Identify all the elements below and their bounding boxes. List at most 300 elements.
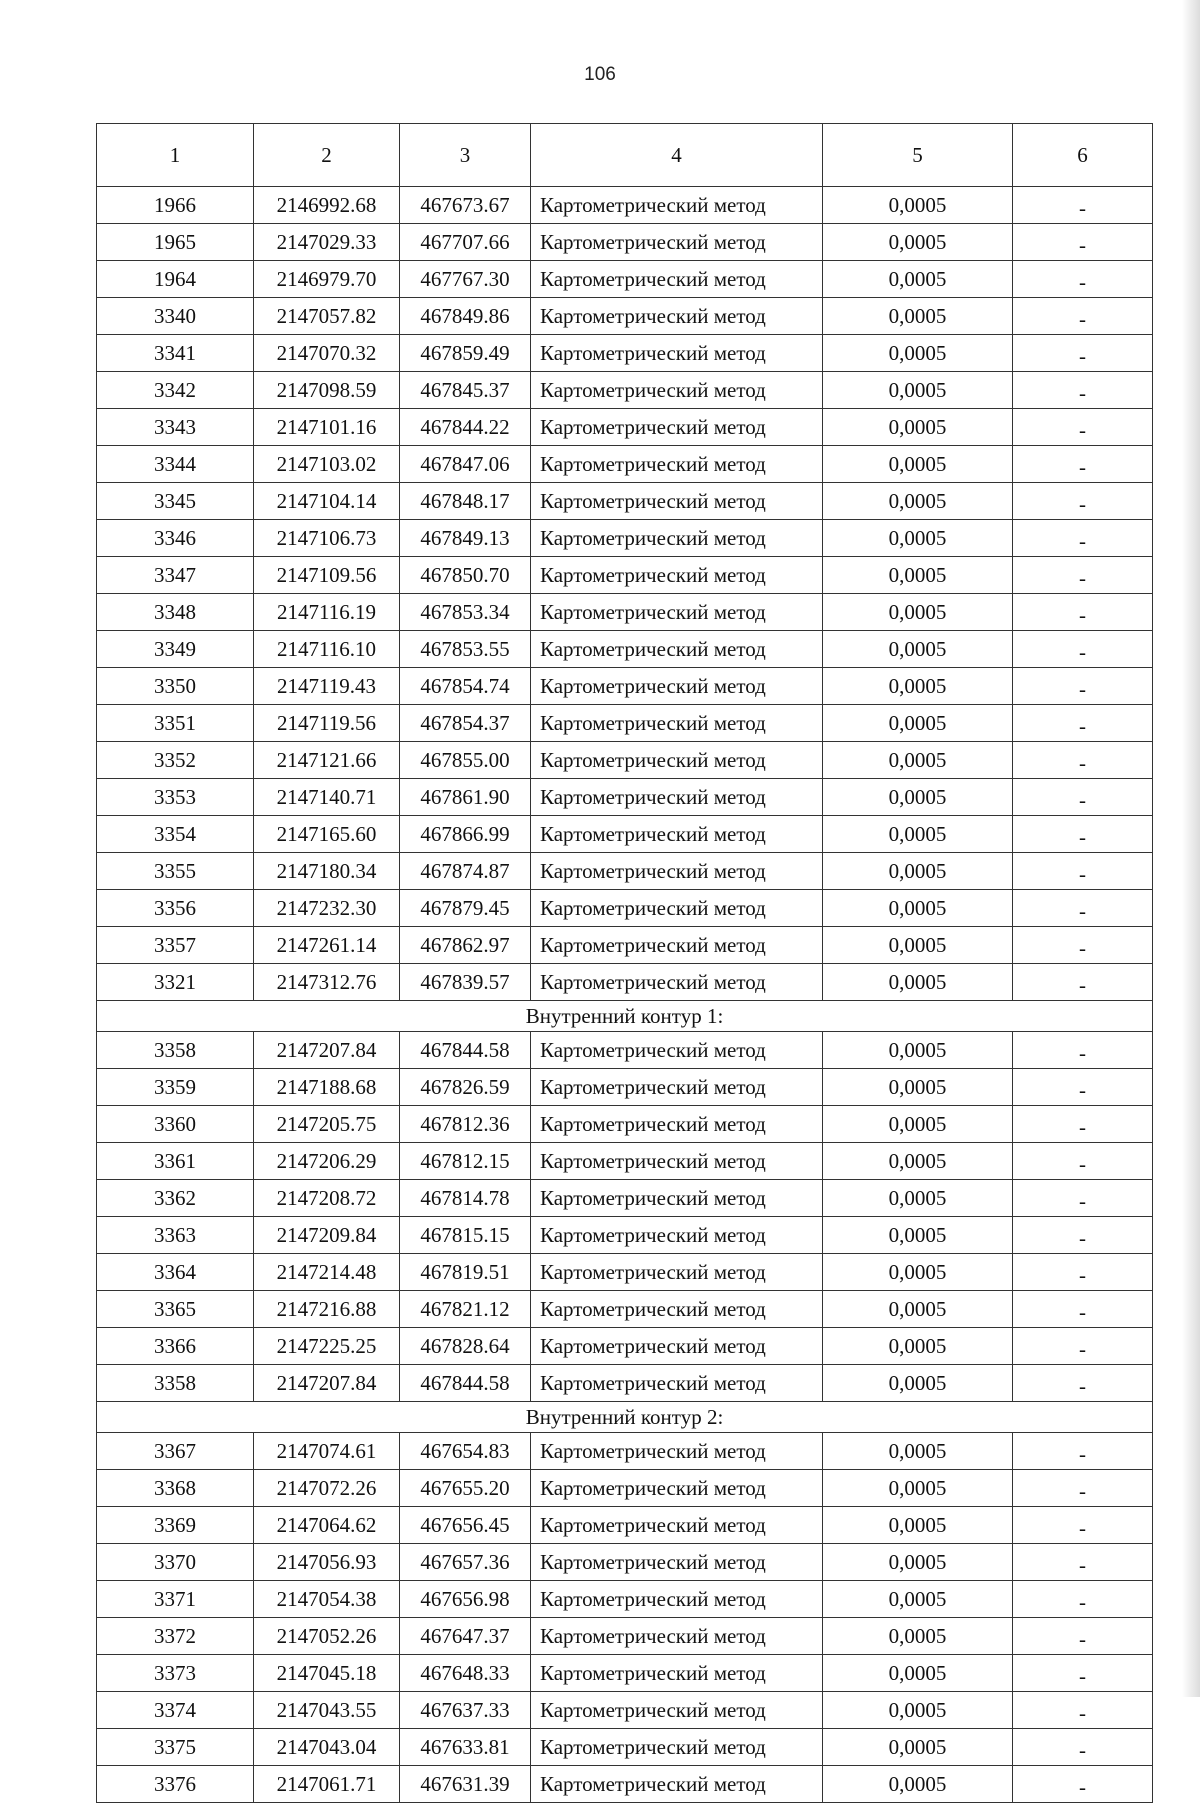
x-coordinate-cell: 2147054.38	[254, 1581, 400, 1618]
y-coordinate-cell: 467637.33	[400, 1692, 531, 1729]
y-coordinate-cell: 467853.34	[400, 594, 531, 631]
extra-cell: -	[1013, 520, 1153, 557]
method-cell: Картометрический метод	[531, 1470, 823, 1507]
table-row	[97, 335, 1153, 372]
x-coordinate-cell: 2146992.68	[254, 187, 400, 224]
y-coordinate-cell: 467631.39	[400, 1766, 531, 1803]
header-col-3: 3	[400, 124, 531, 187]
x-coordinate-cell: 2147119.56	[254, 705, 400, 742]
y-coordinate-cell: 467657.36	[400, 1544, 531, 1581]
x-coordinate-cell: 2147261.14	[254, 927, 400, 964]
extra-cell: -	[1013, 1365, 1153, 1402]
header-col-2: 2	[254, 124, 400, 187]
method-cell: Картометрический метод	[531, 409, 823, 446]
accuracy-cell: 0,0005	[823, 1655, 1013, 1692]
accuracy-cell: 0,0005	[823, 1180, 1013, 1217]
x-coordinate-cell: 2147043.55	[254, 1692, 400, 1729]
coordinates-table	[96, 123, 1153, 1803]
table-row	[97, 631, 1153, 668]
extra-cell: -	[1013, 1655, 1153, 1692]
table-row	[97, 1365, 1153, 1402]
point-number-cell: 3346	[97, 520, 254, 557]
x-coordinate-cell: 2147232.30	[254, 890, 400, 927]
table-row	[97, 1180, 1153, 1217]
accuracy-cell: 0,0005	[823, 705, 1013, 742]
x-coordinate-cell: 2147061.71	[254, 1766, 400, 1803]
method-cell: Картометрический метод	[531, 964, 823, 1001]
method-cell: Картометрический метод	[531, 1180, 823, 1217]
x-coordinate-cell: 2147119.43	[254, 668, 400, 705]
method-cell: Картометрический метод	[531, 1507, 823, 1544]
accuracy-cell: 0,0005	[823, 1766, 1013, 1803]
extra-cell: -	[1013, 705, 1153, 742]
accuracy-cell: 0,0005	[823, 1143, 1013, 1180]
table-row	[97, 964, 1153, 1001]
point-number-cell: 3359	[97, 1069, 254, 1106]
table-row	[97, 890, 1153, 927]
y-coordinate-cell: 467850.70	[400, 557, 531, 594]
method-cell: Картометрический метод	[531, 1581, 823, 1618]
y-coordinate-cell: 467847.06	[400, 446, 531, 483]
table-row	[97, 224, 1153, 261]
header-row	[97, 124, 1153, 187]
extra-cell: -	[1013, 927, 1153, 964]
y-coordinate-cell: 467844.58	[400, 1032, 531, 1069]
method-cell: Картометрический метод	[531, 594, 823, 631]
point-number-cell: 3368	[97, 1470, 254, 1507]
x-coordinate-cell: 2147074.61	[254, 1433, 400, 1470]
table-row	[97, 1143, 1153, 1180]
extra-cell: -	[1013, 1766, 1153, 1803]
x-coordinate-cell: 2147098.59	[254, 372, 400, 409]
x-coordinate-cell: 2147188.68	[254, 1069, 400, 1106]
method-cell: Картометрический метод	[531, 1433, 823, 1470]
x-coordinate-cell: 2147064.62	[254, 1507, 400, 1544]
extra-cell: -	[1013, 816, 1153, 853]
x-coordinate-cell: 2147029.33	[254, 224, 400, 261]
point-number-cell: 3361	[97, 1143, 254, 1180]
table-row	[97, 853, 1153, 890]
point-number-cell: 3356	[97, 890, 254, 927]
point-number-cell: 3350	[97, 668, 254, 705]
accuracy-cell: 0,0005	[823, 483, 1013, 520]
table-row	[97, 372, 1153, 409]
x-coordinate-cell: 2147116.10	[254, 631, 400, 668]
accuracy-cell: 0,0005	[823, 224, 1013, 261]
x-coordinate-cell: 2147207.84	[254, 1032, 400, 1069]
extra-cell: -	[1013, 890, 1153, 927]
accuracy-cell: 0,0005	[823, 520, 1013, 557]
table-row	[97, 816, 1153, 853]
y-coordinate-cell: 467874.87	[400, 853, 531, 890]
method-cell: Картометрический метод	[531, 1655, 823, 1692]
extra-cell: -	[1013, 446, 1153, 483]
x-coordinate-cell: 2147103.02	[254, 446, 400, 483]
y-coordinate-cell: 467866.99	[400, 816, 531, 853]
extra-cell: -	[1013, 261, 1153, 298]
section-title-row	[97, 1402, 1153, 1433]
accuracy-cell: 0,0005	[823, 1692, 1013, 1729]
method-cell: Картометрический метод	[531, 224, 823, 261]
point-number-cell: 3353	[97, 779, 254, 816]
point-number-cell: 3341	[97, 335, 254, 372]
extra-cell: -	[1013, 964, 1153, 1001]
x-coordinate-cell: 2147165.60	[254, 816, 400, 853]
point-number-cell: 3358	[97, 1032, 254, 1069]
x-coordinate-cell: 2147070.32	[254, 335, 400, 372]
accuracy-cell: 0,0005	[823, 779, 1013, 816]
y-coordinate-cell: 467814.78	[400, 1180, 531, 1217]
accuracy-cell: 0,0005	[823, 335, 1013, 372]
point-number-cell: 3349	[97, 631, 254, 668]
accuracy-cell: 0,0005	[823, 557, 1013, 594]
extra-cell: -	[1013, 594, 1153, 631]
point-number-cell: 3366	[97, 1328, 254, 1365]
point-number-cell: 3321	[97, 964, 254, 1001]
extra-cell: -	[1013, 1032, 1153, 1069]
table-row	[97, 520, 1153, 557]
header-col-6: 6	[1013, 124, 1153, 187]
y-coordinate-cell: 467854.37	[400, 705, 531, 742]
method-cell: Картометрический метод	[531, 927, 823, 964]
method-cell: Картометрический метод	[531, 335, 823, 372]
y-coordinate-cell: 467654.83	[400, 1433, 531, 1470]
section-title: Внутренний контур 1:	[97, 1001, 1153, 1032]
method-cell: Картометрический метод	[531, 1069, 823, 1106]
extra-cell: -	[1013, 1433, 1153, 1470]
y-coordinate-cell: 467648.33	[400, 1655, 531, 1692]
y-coordinate-cell: 467656.98	[400, 1581, 531, 1618]
method-cell: Картометрический метод	[531, 631, 823, 668]
accuracy-cell: 0,0005	[823, 1106, 1013, 1143]
point-number-cell: 3375	[97, 1729, 254, 1766]
method-cell: Картометрический метод	[531, 1254, 823, 1291]
point-number-cell: 3345	[97, 483, 254, 520]
y-coordinate-cell: 467821.12	[400, 1291, 531, 1328]
accuracy-cell: 0,0005	[823, 409, 1013, 446]
point-number-cell: 1966	[97, 187, 254, 224]
table-row	[97, 668, 1153, 705]
x-coordinate-cell: 2147312.76	[254, 964, 400, 1001]
method-cell: Картометрический метод	[531, 1766, 823, 1803]
table-row	[97, 187, 1153, 224]
x-coordinate-cell: 2147140.71	[254, 779, 400, 816]
x-coordinate-cell: 2147214.48	[254, 1254, 400, 1291]
y-coordinate-cell: 467673.67	[400, 187, 531, 224]
point-number-cell: 3365	[97, 1291, 254, 1328]
x-coordinate-cell: 2147121.66	[254, 742, 400, 779]
accuracy-cell: 0,0005	[823, 594, 1013, 631]
extra-cell: -	[1013, 1507, 1153, 1544]
table-row	[97, 261, 1153, 298]
extra-cell: -	[1013, 1143, 1153, 1180]
method-cell: Картометрический метод	[531, 1618, 823, 1655]
accuracy-cell: 0,0005	[823, 853, 1013, 890]
extra-cell: -	[1013, 372, 1153, 409]
accuracy-cell: 0,0005	[823, 1729, 1013, 1766]
accuracy-cell: 0,0005	[823, 1433, 1013, 1470]
y-coordinate-cell: 467647.37	[400, 1618, 531, 1655]
point-number-cell: 3358	[97, 1365, 254, 1402]
x-coordinate-cell: 2147180.34	[254, 853, 400, 890]
table-row	[97, 1032, 1153, 1069]
method-cell: Картометрический метод	[531, 557, 823, 594]
method-cell: Картометрический метод	[531, 668, 823, 705]
table-row	[97, 1069, 1153, 1106]
y-coordinate-cell: 467815.15	[400, 1217, 531, 1254]
point-number-cell: 3360	[97, 1106, 254, 1143]
table-row	[97, 1544, 1153, 1581]
table-row	[97, 742, 1153, 779]
table-row	[97, 1507, 1153, 1544]
table-row	[97, 1217, 1153, 1254]
point-number-cell: 3344	[97, 446, 254, 483]
accuracy-cell: 0,0005	[823, 1470, 1013, 1507]
method-cell: Картометрический метод	[531, 1217, 823, 1254]
method-cell: Картометрический метод	[531, 1544, 823, 1581]
point-number-cell: 3342	[97, 372, 254, 409]
point-number-cell: 3347	[97, 557, 254, 594]
accuracy-cell: 0,0005	[823, 1254, 1013, 1291]
method-cell: Картометрический метод	[531, 1032, 823, 1069]
y-coordinate-cell: 467812.15	[400, 1143, 531, 1180]
page-number: 106	[584, 64, 616, 85]
method-cell: Картометрический метод	[531, 372, 823, 409]
accuracy-cell: 0,0005	[823, 1069, 1013, 1106]
accuracy-cell: 0,0005	[823, 964, 1013, 1001]
y-coordinate-cell: 467848.17	[400, 483, 531, 520]
y-coordinate-cell: 467862.97	[400, 927, 531, 964]
point-number-cell: 3352	[97, 742, 254, 779]
scan-edge	[1182, 0, 1200, 1697]
method-cell: Картометрический метод	[531, 298, 823, 335]
header-col-1: 1	[97, 124, 254, 187]
extra-cell: -	[1013, 1581, 1153, 1618]
extra-cell: -	[1013, 298, 1153, 335]
accuracy-cell: 0,0005	[823, 372, 1013, 409]
x-coordinate-cell: 2147106.73	[254, 520, 400, 557]
extra-cell: -	[1013, 1069, 1153, 1106]
method-cell: Картометрический метод	[531, 1692, 823, 1729]
x-coordinate-cell: 2147206.29	[254, 1143, 400, 1180]
table-row	[97, 1291, 1153, 1328]
x-coordinate-cell: 2147045.18	[254, 1655, 400, 1692]
section-title: Внутренний контур 2:	[97, 1402, 1153, 1433]
x-coordinate-cell: 2146979.70	[254, 261, 400, 298]
extra-cell: -	[1013, 409, 1153, 446]
accuracy-cell: 0,0005	[823, 1544, 1013, 1581]
accuracy-cell: 0,0005	[823, 298, 1013, 335]
accuracy-cell: 0,0005	[823, 668, 1013, 705]
method-cell: Картометрический метод	[531, 1729, 823, 1766]
y-coordinate-cell: 467633.81	[400, 1729, 531, 1766]
method-cell: Картометрический метод	[531, 779, 823, 816]
method-cell: Картометрический метод	[531, 483, 823, 520]
x-coordinate-cell: 2147208.72	[254, 1180, 400, 1217]
method-cell: Картометрический метод	[531, 1106, 823, 1143]
y-coordinate-cell: 467767.30	[400, 261, 531, 298]
point-number-cell: 3376	[97, 1766, 254, 1803]
method-cell: Картометрический метод	[531, 1143, 823, 1180]
point-number-cell: 3362	[97, 1180, 254, 1217]
point-number-cell: 3374	[97, 1692, 254, 1729]
table-row	[97, 557, 1153, 594]
extra-cell: -	[1013, 1470, 1153, 1507]
table-row	[97, 927, 1153, 964]
method-cell: Картометрический метод	[531, 446, 823, 483]
table-row	[97, 446, 1153, 483]
point-number-cell: 3372	[97, 1618, 254, 1655]
point-number-cell: 3373	[97, 1655, 254, 1692]
x-coordinate-cell: 2147057.82	[254, 298, 400, 335]
y-coordinate-cell: 467859.49	[400, 335, 531, 372]
point-number-cell: 3364	[97, 1254, 254, 1291]
accuracy-cell: 0,0005	[823, 1032, 1013, 1069]
method-cell: Картометрический метод	[531, 890, 823, 927]
y-coordinate-cell: 467844.22	[400, 409, 531, 446]
accuracy-cell: 0,0005	[823, 927, 1013, 964]
method-cell: Картометрический метод	[531, 853, 823, 890]
point-number-cell: 3357	[97, 927, 254, 964]
point-number-cell: 3343	[97, 409, 254, 446]
table-row	[97, 1729, 1153, 1766]
point-number-cell: 3355	[97, 853, 254, 890]
extra-cell: -	[1013, 1544, 1153, 1581]
accuracy-cell: 0,0005	[823, 1618, 1013, 1655]
x-coordinate-cell: 2147216.88	[254, 1291, 400, 1328]
point-number-cell: 3351	[97, 705, 254, 742]
method-cell: Картометрический метод	[531, 816, 823, 853]
point-number-cell: 3369	[97, 1507, 254, 1544]
y-coordinate-cell: 467844.58	[400, 1365, 531, 1402]
method-cell: Картометрический метод	[531, 187, 823, 224]
x-coordinate-cell: 2147109.56	[254, 557, 400, 594]
x-coordinate-cell: 2147043.04	[254, 1729, 400, 1766]
header-col-5: 5	[823, 124, 1013, 187]
extra-cell: -	[1013, 1692, 1153, 1729]
extra-cell: -	[1013, 742, 1153, 779]
y-coordinate-cell: 467655.20	[400, 1470, 531, 1507]
accuracy-cell: 0,0005	[823, 1328, 1013, 1365]
point-number-cell: 1965	[97, 224, 254, 261]
y-coordinate-cell: 467839.57	[400, 964, 531, 1001]
y-coordinate-cell: 467828.64	[400, 1328, 531, 1365]
extra-cell: -	[1013, 1106, 1153, 1143]
x-coordinate-cell: 2147225.25	[254, 1328, 400, 1365]
y-coordinate-cell: 467849.86	[400, 298, 531, 335]
x-coordinate-cell: 2147207.84	[254, 1365, 400, 1402]
method-cell: Картометрический метод	[531, 705, 823, 742]
accuracy-cell: 0,0005	[823, 1507, 1013, 1544]
extra-cell: -	[1013, 1291, 1153, 1328]
extra-cell: -	[1013, 779, 1153, 816]
extra-cell: -	[1013, 187, 1153, 224]
y-coordinate-cell: 467861.90	[400, 779, 531, 816]
extra-cell: -	[1013, 1328, 1153, 1365]
extra-cell: -	[1013, 1217, 1153, 1254]
table-row	[97, 1106, 1153, 1143]
accuracy-cell: 0,0005	[823, 261, 1013, 298]
accuracy-cell: 0,0005	[823, 187, 1013, 224]
y-coordinate-cell: 467855.00	[400, 742, 531, 779]
accuracy-cell: 0,0005	[823, 1365, 1013, 1402]
header-col-4: 4	[531, 124, 823, 187]
extra-cell: -	[1013, 1180, 1153, 1217]
y-coordinate-cell: 467826.59	[400, 1069, 531, 1106]
table-row	[97, 409, 1153, 446]
x-coordinate-cell: 2147101.16	[254, 409, 400, 446]
accuracy-cell: 0,0005	[823, 1291, 1013, 1328]
extra-cell: -	[1013, 853, 1153, 890]
table-row	[97, 705, 1153, 742]
point-number-cell: 3340	[97, 298, 254, 335]
point-number-cell: 3348	[97, 594, 254, 631]
x-coordinate-cell: 2147072.26	[254, 1470, 400, 1507]
accuracy-cell: 0,0005	[823, 742, 1013, 779]
extra-cell: -	[1013, 668, 1153, 705]
table-row	[97, 594, 1153, 631]
y-coordinate-cell: 467707.66	[400, 224, 531, 261]
extra-cell: -	[1013, 631, 1153, 668]
y-coordinate-cell: 467812.36	[400, 1106, 531, 1143]
table-row	[97, 1328, 1153, 1365]
table-row	[97, 1581, 1153, 1618]
extra-cell: -	[1013, 557, 1153, 594]
y-coordinate-cell: 467819.51	[400, 1254, 531, 1291]
accuracy-cell: 0,0005	[823, 1581, 1013, 1618]
table-body	[97, 187, 1153, 1803]
x-coordinate-cell: 2147209.84	[254, 1217, 400, 1254]
x-coordinate-cell: 2147056.93	[254, 1544, 400, 1581]
accuracy-cell: 0,0005	[823, 631, 1013, 668]
x-coordinate-cell: 2147104.14	[254, 483, 400, 520]
method-cell: Картометрический метод	[531, 1328, 823, 1365]
method-cell: Картометрический метод	[531, 1365, 823, 1402]
extra-cell: -	[1013, 483, 1153, 520]
point-number-cell: 3354	[97, 816, 254, 853]
table-row	[97, 1766, 1153, 1803]
extra-cell: -	[1013, 1254, 1153, 1291]
table-row	[97, 1254, 1153, 1291]
table-row	[97, 1470, 1153, 1507]
table-row	[97, 1655, 1153, 1692]
accuracy-cell: 0,0005	[823, 816, 1013, 853]
extra-cell: -	[1013, 224, 1153, 261]
point-number-cell: 3370	[97, 1544, 254, 1581]
section-title-row	[97, 1001, 1153, 1032]
table-row	[97, 298, 1153, 335]
x-coordinate-cell: 2147205.75	[254, 1106, 400, 1143]
table-row	[97, 483, 1153, 520]
method-cell: Картометрический метод	[531, 261, 823, 298]
y-coordinate-cell: 467853.55	[400, 631, 531, 668]
y-coordinate-cell: 467879.45	[400, 890, 531, 927]
table-row	[97, 779, 1153, 816]
x-coordinate-cell: 2147116.19	[254, 594, 400, 631]
x-coordinate-cell: 2147052.26	[254, 1618, 400, 1655]
point-number-cell: 3367	[97, 1433, 254, 1470]
extra-cell: -	[1013, 1618, 1153, 1655]
method-cell: Картометрический метод	[531, 520, 823, 557]
table-row	[97, 1433, 1153, 1470]
point-number-cell: 3371	[97, 1581, 254, 1618]
y-coordinate-cell: 467854.74	[400, 668, 531, 705]
y-coordinate-cell: 467849.13	[400, 520, 531, 557]
table-row	[97, 1618, 1153, 1655]
extra-cell: -	[1013, 1729, 1153, 1766]
accuracy-cell: 0,0005	[823, 890, 1013, 927]
accuracy-cell: 0,0005	[823, 446, 1013, 483]
